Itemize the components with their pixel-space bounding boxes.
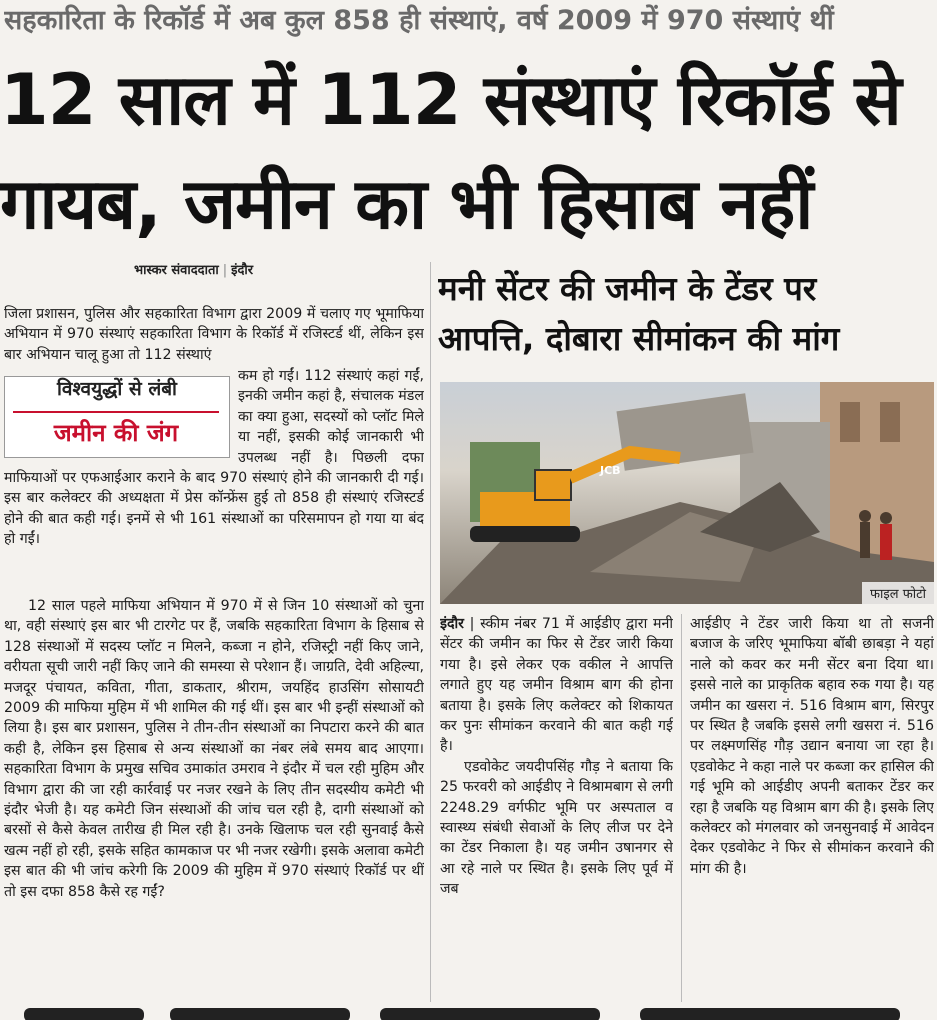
sub-headline [438,264,934,364]
cropped-text [380,1008,600,1020]
left-para-1-rest: कम हो गईं। 112 संस्थाएं कहां गईं, इनकी जमीन कहां है, संचालक मंडल का क्या हुआ, सदस्यों को प्लॉट मिले या नहीं, इसकी कोई जानकारी भी उपलब्ध नहीं है। पिछली दफा माफियाओं पर एफआईआर कराने के बाद 970 संस्थाएं होने की जानकारी दी गई। इस बार कलेक्टर की अध्यक्षता में प्रेस कॉन्फ्रेंस हुई तो 858 ही संस्थाएं रजिस्टर्ड होने की बात कही गई। इनमें से भी 161 संस्थाओं का परिसमापन हो गया या बंद हो गईं। [4,368,424,548]
sub-headline-line-1: मनी सेंटर की जमीन के टेंडर पर [438,269,817,308]
main-headline [0,48,937,256]
left-para-2: 12 साल पहले माफिया अभियान में 970 में से जिन 10 संस्थाओं को चुना था, वही संस्थाएं इस बार भी टारगेट पर हैं, जबकि सहकारिता विभाग के हिसाब से 128 संस्थाओं में सदस्य प्लॉट न मिलने, कब्जा न होने, रजिस्ट्री नहीं किए जाने, वरीयता सूची जारी नहीं किए जाने की समस्या से परेशान हैं। जाग्रति, देवी अहिल्या, मजदूर पंचायत, कविता, गीता, डाकतार, श्रीराम, जयहिंद हाउसिंग सोसायटी 2009 की माफिया मुहिम में भी शामिल की गई थीं। इस बार भी इन्हीं संस्थाओं को लिया है। इस बार प्रशासन, पुलिस ने तीन-तीन संस्थाओं का निपटारा करने की बात कही है, लेकिन इस हिसाब से अन्य संस्थाओं का नंबर लंबे समय बाद आएगा। सहकारिता विभाग के प्रमुख सचिव उमाकांत उमराव ने इंदौर में चल रही मुहिम और विभाग द्वारा की जा रही कार्रवाई पर नजर रखने के लिए तीन सदस्यीय कमेटी भी इंदौर भेजी है। यह कमेटी जिन संस्थाओं की जांच चल रही है, दागी संस्थाओं को बरसों से कैसे केवल तारीख ही मिल रही है। उनके खिलाफ चल रही सुनवाई कैसे खत्म नहीं हो रही, इसके सहित कामकाज पर भी नजर रखेगी। इसके अलावा कमेटी इस बात की भी जांच करेगी कि 2009 की मुहिम में 970 संस्थाएं रिकॉर्ड पर थीं तो इस दफा 858 कैसे रह गईं? [4,598,424,900]
building-window [840,402,860,442]
excavator-cab [535,470,571,500]
left-para-1-top: जिला प्रशासन, पुलिस और सहकारिता विभाग द्वारा 2009 में चलाए गए भूमाफिया अभियान में 970 संस्थाएं सहकारिता विभाग के रिकॉर्ड में रजिस्टर्ड थीं, लेकिन इस बार अभियान चालू हुआ तो 112 संस्थाएं [4,306,424,363]
mid-para-2: एडवोकेट जयदीपसिंह गौड़ ने बताया कि 25 फरवरी को आईडीए ने विश्रामबाग से लगी 2248.29 वर्गफीट भूमि पर अस्पताल व स्वास्थ्य संबंधी सेवाओं के लिए लीज पर देने का टेंडर निकाला है। यह जमीन उषानगर से आ रहे नाले पर स्थित है। इसके लिए पूर्व में जब [440,758,673,898]
dateline: इंदौर [440,616,464,632]
byline-reporter: भास्कर संवाददाता [134,263,219,278]
person-head [859,510,871,522]
demolition-illustration [440,382,934,604]
kicker-headline: सहकारिता के रिकॉर्ड में अब कुल 858 ही संस्थाएं, वर्ष 2009 में 970 संस्थाएं थीं [4,5,834,36]
byline-city: इंदौर [231,263,254,278]
cropped-text [170,1008,350,1020]
excavator-label: JCB [600,464,621,477]
person [860,522,870,558]
building-window [880,402,900,442]
sub-headline-line-2: आपत्ति, दोबारा सीमांकन की मांग [438,319,840,358]
person-head [880,512,892,524]
right-story-column-2 [690,614,934,1004]
excavator-track [470,526,580,542]
person [880,524,892,560]
left-story-body [4,596,424,996]
headline-line-1: 12 साल में 112 संस्थाएं रिकॉर्ड से [0,59,901,141]
series-logo [4,376,230,458]
broken-slab [616,393,753,471]
next-headline-strip [0,1006,937,1020]
cropped-text [24,1008,144,1020]
headline-line-2: गायब, जमीन का भी हिसाब नहीं [0,163,813,245]
byline [134,260,434,280]
right-para: आईडीए ने टेंडर जारी किया था तो सजनी बजाज के जरिए भूमाफिया बॉबी छाबड़ा ने यहां नाले को कवर कर मनी सेंटर बना दिया था। इससे नाले का प्राकृतिक बहाव रुक गया है। यह जमीन का खसरा नं. 516 विश्राम बाग, सिरपुर पर स्थित है जबकि इससे लगी खसरा नं. 516 पर लक्ष्मणसिंह गौड़ उद्यान बनाया जा रहा है। एडवोकेट ने कहा नाले पर कब्जा कर हासिल की गई भूमि को आईडीए अपनी बताकर टेंडर कर रहा है जबकि यह विश्राम बाग की है। इसके लिए कलेक्टर को मंगलवार को जनसुनवाई में आवेदन देकर एडवोकेट ने फिर से सीमांकन करवाने की मांग की है। [690,616,934,877]
mid-para-1-text: स्कीम नंबर 71 में आईडीए द्वारा मनी सेंटर की जमीन का फिर से टेंडर जारी किया गया है। इसे लेकर एक वकील ने आपत्ति लगाते हुए यह जमीन विश्राम बाग की होना बताया है। इसके लिए कलेक्टर को शिकायत कर पुनः सीमांकन करवाने की बात कही गई है। [440,616,673,755]
right-story-column-1 [440,614,673,1004]
series-logo-line-1: विश्वयुद्धों से लंबी [57,378,177,400]
mid-para-1: इंदौर | स्कीम नंबर 71 में आईडीए द्वारा मनी सेंटर की जमीन का फिर से टेंडर जारी किया गया है। इसे लेकर एक वकील ने आपत्ति लगाते हुए यह जमीन विश्राम बाग की होना बताया है। इसके लिए कलेक्टर को शिकायत कर पुनः सीमांकन करवाने की बात कही गई है। [440,616,673,755]
left-story-with-logo [4,366,424,590]
left-story-intro [4,304,424,366]
column-divider [681,614,682,1002]
column-divider [430,262,431,1002]
photo-credit: फाइल फोटो [862,582,934,604]
series-logo-line-2: जमीन की जंग [13,411,219,449]
demolition-photo [440,382,934,604]
cropped-text [640,1008,900,1020]
byline-separator: | [222,263,228,278]
